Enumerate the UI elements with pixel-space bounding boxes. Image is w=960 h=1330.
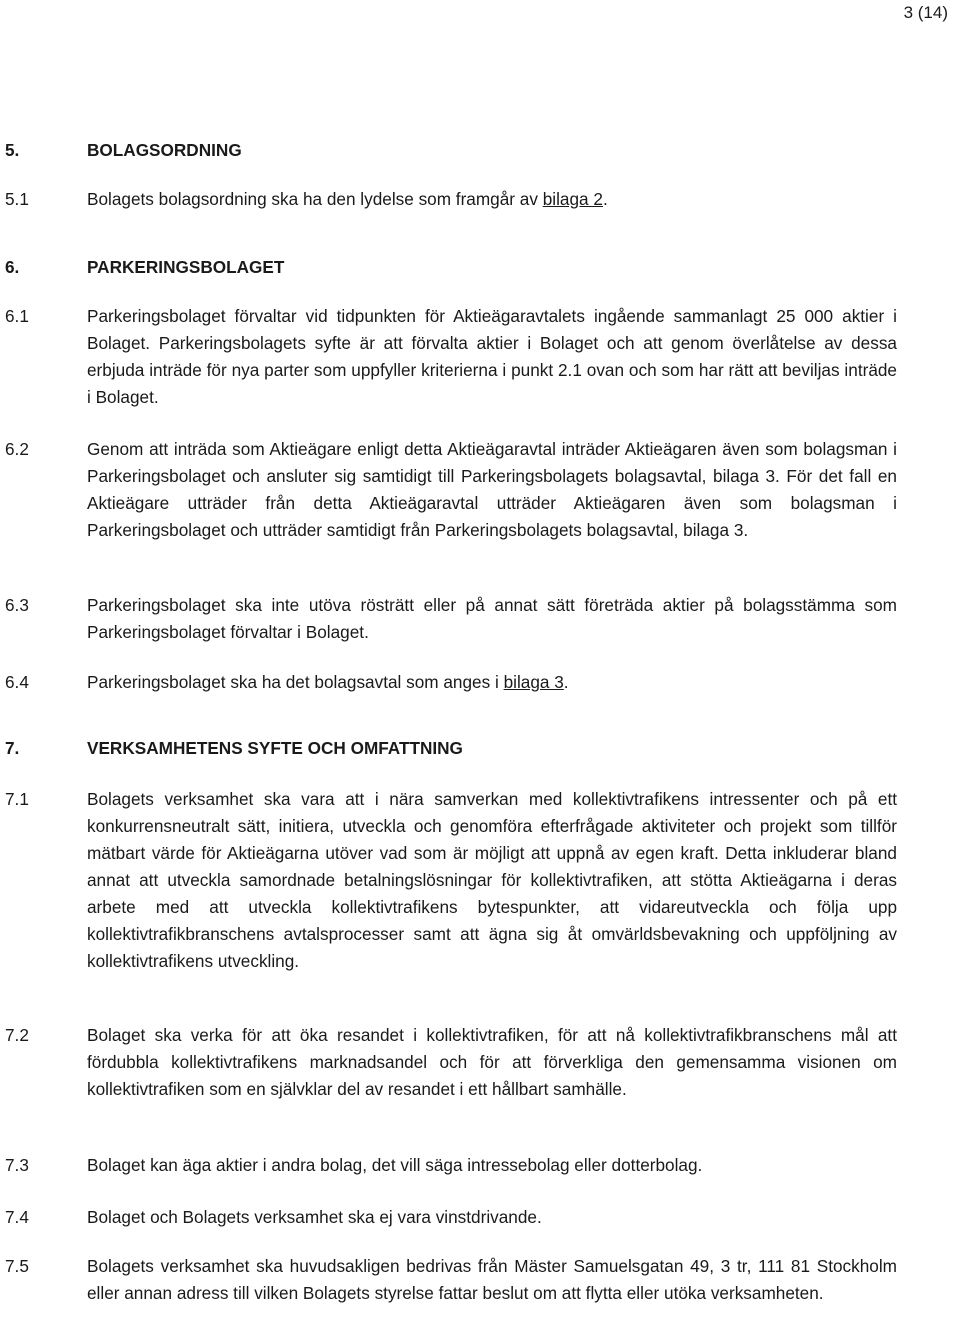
clause-7-5 (5, 1253, 897, 1307)
clause-number: 6.3 (5, 595, 29, 615)
clause-text: Bolagets verksamhet ska huvudsakligen bedrivas från Mäster Samuelsgatan 49, 3 tr, 111 81 Stockholm eller annan adress till vilken Bolagets styrelse fattar beslut om att flytta eller utöka verksamheten. (87, 1256, 897, 1303)
clause-number: 6.1 (5, 306, 29, 326)
clause-number: 7.4 (5, 1207, 29, 1227)
clause-number: 7.1 (5, 789, 29, 809)
clause-7-4 (5, 1204, 897, 1231)
clause-number: 6.4 (5, 672, 29, 692)
clause-end: . (602, 189, 608, 209)
clause-text: Bolaget kan äga aktier i andra bolag, det vill säga intressebolag eller dotterbolag. (87, 1155, 703, 1175)
clause-6-1 (5, 303, 897, 411)
appendix-link[interactable]: bilaga 2 (542, 189, 603, 209)
clause-7-3 (5, 1152, 897, 1179)
clause-text (87, 186, 897, 213)
clause-7-2 (5, 1022, 897, 1103)
clause-7-1 (5, 786, 897, 975)
clause-number: 5.1 (5, 189, 29, 209)
clause-text: Bolaget och Bolagets verksamhet ska ej vara vinstdrivande. (87, 1207, 542, 1227)
clause-text: Parkeringsbolaget förvaltar vid tidpunkten för Aktieägaravtalets ingående sammanlagt 25 000 aktier i Bolaget. Parkeringsbolagets syfte är att förvalta aktier i Bolaget och att genom överlåtelse av dessa erbjuda inträde för nya parter som uppfyller kriterierna i punkt 2.1 ovan och som har rätt att beviljas inträde i Bolaget. (87, 306, 897, 407)
clause-5-1 (5, 186, 897, 213)
clause-6-2 (5, 436, 897, 544)
section-title: VERKSAMHETENS SYFTE OCH OMFATTNING (87, 738, 463, 758)
clause-number: 7.2 (5, 1025, 29, 1045)
clause-text: Bolaget ska verka för att öka resandet i kollektivtrafiken, för att nå kollektivtrafikbranschens mål att fördubbla kollektivtrafikens marknadsandel och för att förverkliga den gemensamma visionen om kollektivtrafiken som en självklar del av resandet i ett hållbart samhälle. (87, 1025, 897, 1099)
clause-text: Bolagets verksamhet ska vara att i nära samverkan med kollektivtrafikens intressenter och på ett konkurrensneutralt sätt, initiera, utveckla och genomföra efterfrågade aktiviteter och projekt som tillför mätbart värde för Aktieägarna utöver vad som är möjligt att uppnå av egen kraft. Detta inkluderar bland annat att utveckla samordnade betalningslösningar för kollektivtrafiken, att stötta Aktieägarna i deras arbete med att utveckla kollektivtrafikens bytespunkter, att vidareutveckla och följa upp kollektivtrafikbranschens avtalsprocesser samt att ägna sig åt omvärldsbevakning och uppföljning av kollektivtrafikens utveckling. (87, 789, 897, 971)
clause-body: Bolagets bolagsordning ska ha den lydelse som framgår av (87, 189, 543, 209)
clause-number: 7.5 (5, 1256, 29, 1276)
clause-body: Parkeringsbolaget ska ha det bolagsavtal som anges i (87, 672, 504, 692)
appendix-link[interactable]: bilaga 3 (503, 672, 564, 692)
section-heading-5 (5, 137, 897, 164)
section-number: 7. (5, 738, 20, 758)
clause-text: Genom att inträda som Aktieägare enligt detta Aktieägaravtal inträder Aktieägaren även som bolagsman i Parkeringsbolaget och ansluter sig samtidigt till Parkeringsbolagets bolagsavtal, bilaga 3. För det fall en Aktieägare utträder från detta Aktieägaravtal utträder Aktieägaren även som bolagsman i Parkeringsbolaget och utträder samtidigt från Parkeringsbolagets bolagsavtal, bilaga 3. (87, 439, 897, 540)
clause-6-3 (5, 592, 897, 646)
section-number: 5. (5, 140, 20, 160)
section-number: 6. (5, 257, 20, 277)
page-number: 3 (14) (903, 3, 948, 22)
clause-number: 6.2 (5, 439, 29, 459)
section-heading-7 (5, 735, 897, 762)
clause-6-4 (5, 669, 897, 696)
clause-text: Parkeringsbolaget ska inte utöva rösträtt eller på annat sätt företräda aktier på bolagsstämma som Parkeringsbolaget förvaltar i Bolaget. (87, 595, 897, 642)
clause-text (87, 669, 897, 696)
clause-number: 7.3 (5, 1155, 29, 1175)
section-heading-6 (5, 254, 897, 281)
section-title: BOLAGSORDNING (87, 140, 242, 160)
clause-end: . (563, 672, 569, 692)
section-title: PARKERINGSBOLAGET (87, 257, 285, 277)
